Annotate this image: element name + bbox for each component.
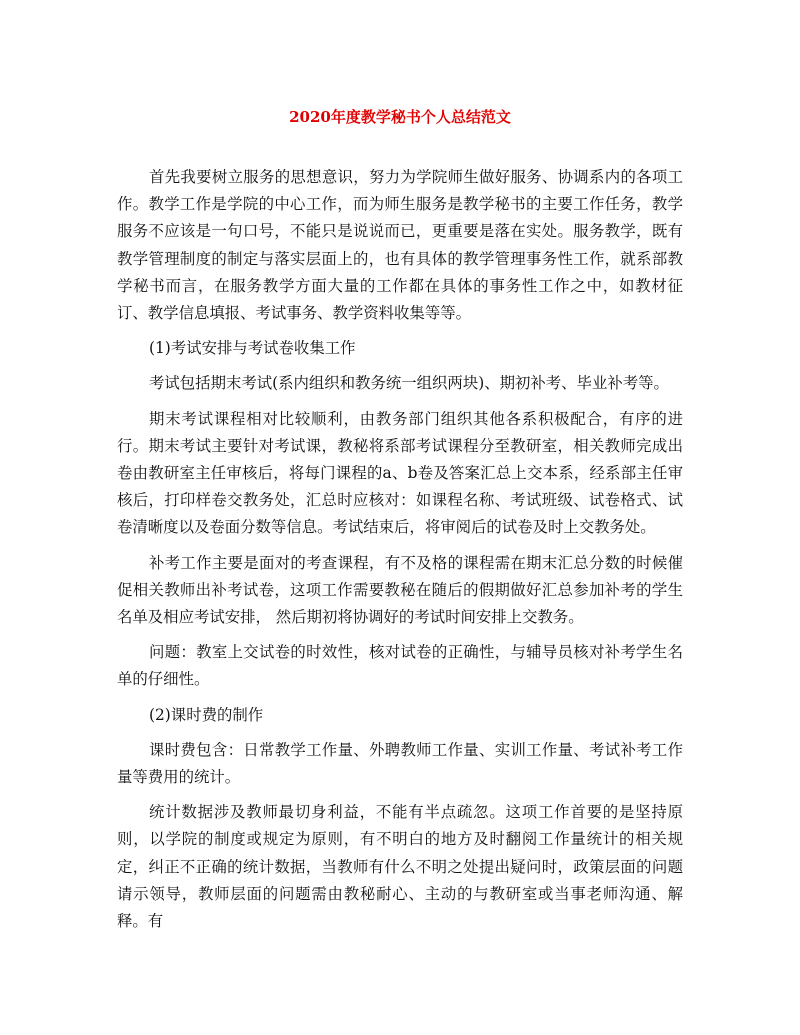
paragraph: 首先我要树立服务的思想意识，努力为学院师生做好服务、协调系内的各项工作。教学工作是学院的中心工作，而为师生服务是教学秘书的主要工作任务，教学服务不应该是一句口号，不能只是说说而已，更重要是落在实处。服务教学，既有教学管理制度的制定与落实层面上的，也有具体的教学管理事务性工作，就系部教学秘书而言，在服务教学方面大量的工作都在具体的事务性工作之中，如教材征订、教学信息填报、考试事务、教学资料收集等等。 (117, 168, 683, 323)
paragraph: 课时费包含：日常教学工作量、外聘教师工作量、实训工作量、考试补考工作量等费用的统计。 (117, 740, 683, 787)
document-title: 2020年度教学秘书个人总结范文 (289, 108, 511, 126)
section-heading: (1)考试安排与考试卷收集工作 (149, 339, 356, 358)
document-body (117, 164, 683, 935)
paragraph: 期末考试课程相对比较顺利，由教务部门组织其他各系积极配合，有序的进行。期末考试主要针对考试课，教秘将系部考试课程分至教研室，相关教师完成出卷由教研室主任审核后，将每门课程的a、b卷及答案汇总上交本系，经系部主任审核后，打印样卷交教务处，汇总时应核对：如课程名称、考试班级、试卷格式、试卷清晰度以及卷面分数等信息。考试结束后，将审阅后的试卷及时上交教务处。 (117, 409, 683, 537)
paragraph: 补考工作主要是面对的考查课程，有不及格的课程需在期末汇总分数的时候催促相关教师出补考试卷，这项工作需要教秘在随后的假期做好汇总参加补考的学生名单及相应考试安排， 然后期初将协调好的考试时间安排上交教务。 (117, 553, 683, 627)
paragraph: 统计数据涉及教师最切身利益，不能有半点疏忽。这项工作首要的是坚持原则，以学院的制度或规定为原则，有不明白的地方及时翻阅工作量统计的相关规定，纠正不正确的统计数据，当教师有什么不明之处提出疑问时，政策层面的问题请示领导，教师层面的问题需由教秘耐心、主动的与教研室或当事老师沟通、解释。有 (117, 803, 683, 931)
section-heading: (2)课时费的制作 (149, 705, 264, 724)
paragraph: 考试包括期末考试(系内组织和教务统一组织两块)、期初补考、毕业补考等。 (149, 374, 669, 393)
paragraph: 问题：教室上交试卷的时效性，核对试卷的正确性，与辅导员核对补考学生名单的仔细性。 (117, 643, 683, 689)
